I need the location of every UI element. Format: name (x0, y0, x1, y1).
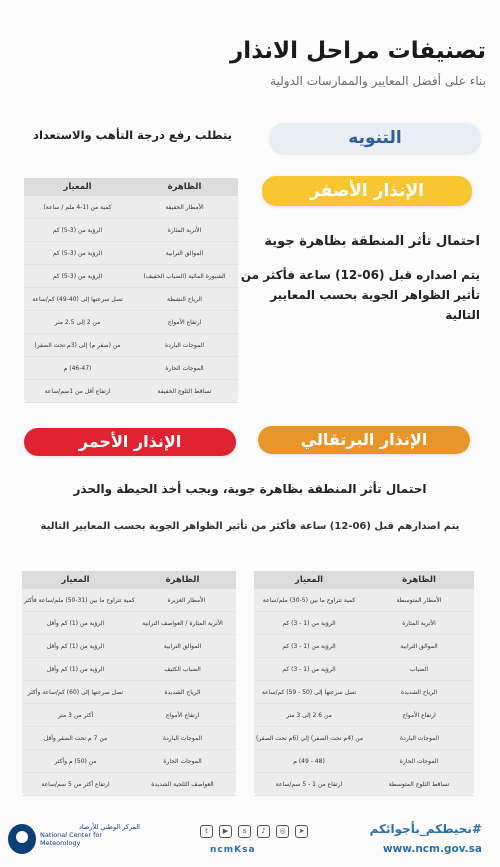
table-row (254, 727, 474, 750)
social-icons (200, 825, 308, 838)
criterion-cell: (48 - 49) م (293, 757, 325, 765)
phenomenon-cell: الضباب (410, 665, 428, 673)
criterion-cell: الرؤية من (1 - 3) كم (282, 642, 336, 650)
phenomenon-cell: الضباب الكثيف (164, 665, 201, 673)
table-row (24, 265, 238, 288)
phenomenon-cell: الرياح النشطة (167, 295, 202, 303)
instagram-icon[interactable]: ◎ (276, 825, 289, 838)
criterion-cell: الرؤية من (1) كم وأقل (46, 619, 105, 627)
table-row (22, 681, 236, 704)
table-row (254, 635, 474, 658)
phenomenon-cell: الأتربة المثارة (167, 226, 202, 234)
red-level-badge: الإنذار الأحمر (24, 428, 236, 456)
page-subtitle: بناء على أفضل المعايير والممارسات الدولية (270, 74, 486, 88)
table-row (24, 219, 238, 242)
criterion-cell: ارتفاع من 1 - 5 سم/ساعة (275, 780, 343, 788)
hashtag-text: #نحيطكم_بأجوائكم (369, 822, 482, 836)
page-title: تصنيفات مراحل الانذار (230, 38, 486, 64)
phenomenon-cell: الموجات الحارة (165, 364, 204, 372)
criterion-cell: من (50) م وأكثر (54, 757, 97, 765)
criterion-cell: كمية تتراوح ما بين (5-30) ملم/ساعة (262, 596, 356, 604)
org-name-ar: المركز الوطني للأرصاد (78, 823, 140, 831)
criterion-cell: من 2.6 إلى 3 متر (286, 711, 332, 719)
table-row (254, 704, 474, 727)
orange-level-badge: الإنذار البرتقالي (258, 426, 470, 454)
table-row (24, 242, 238, 265)
phenomenon-cell: الموالق الترابية (165, 249, 204, 257)
org-name (40, 823, 140, 847)
phenomenon-cell: الموجات الحارة (163, 757, 202, 765)
phenomenon-cell: الشبورة المائية (الضباب الخفيف) (143, 272, 226, 280)
criterion-cell: الرؤية من (3-5) كم (52, 226, 103, 234)
website-link[interactable]: www.ncm.gov.sa (382, 843, 482, 855)
phenomenon-cell: الموجات الحارة (399, 757, 439, 765)
header-criterion: المعيار (63, 182, 92, 192)
criterion-cell: الرؤية من (1) كم وأقل (46, 642, 105, 650)
criterion-cell: تصل سرعتها إلى (50 - 59) كم/ساعة (261, 688, 357, 696)
phenomenon-cell: الموالق الترابية (163, 642, 202, 650)
criterion-cell: من 2 إلى 2.5 متر (54, 318, 101, 326)
table-row (24, 196, 238, 219)
snapchat-icon[interactable]: s (238, 825, 251, 838)
table-header (254, 571, 474, 589)
phenomenon-cell: الموجات الباردة (162, 734, 202, 742)
ncm-logo (8, 824, 36, 854)
table-row (24, 380, 238, 403)
phenomenon-cell: الموجات الباردة (400, 734, 440, 742)
table-row (24, 288, 238, 311)
yellow-level-body: يتم اصداره قبل (06-12) ساعة فأكثر من تأثير الظواهر الجوية بحسب المعايير التالية (240, 268, 480, 322)
criterion-cell: الرؤية من (1 - 3) كم (282, 665, 336, 673)
table-row (254, 681, 474, 704)
header-phenomenon: الظاهرة (167, 182, 202, 192)
header-phenomenon: الظاهرة (402, 575, 436, 585)
phenomenon-cell: الموالق الترابية (400, 642, 438, 650)
table-row (24, 334, 238, 357)
table-row (254, 589, 474, 612)
table-row (254, 773, 474, 796)
table-row (22, 727, 236, 750)
social-handle: ncmKsa (210, 845, 256, 855)
criterion-cell: تصل سرعتها إلى (40-49) كم/ساعة (32, 295, 123, 303)
shared-heading: احتمال تأثر المنطقة بظاهرة جوية، ويجب أخذ الحيطة والحذر (73, 482, 427, 496)
blue-level-note: يتطلب رفع درجة التأهب والاستعداد (33, 128, 232, 142)
phenomenon-cell: ارتفاع الأمواج (402, 711, 436, 719)
header-criterion: المعيار (294, 575, 324, 585)
table-row (22, 704, 236, 727)
table-row (254, 658, 474, 681)
yellow-level-badge: الإنذار الأصفر (262, 176, 472, 206)
table-row (22, 612, 236, 635)
table-row (22, 773, 236, 796)
table-row (22, 589, 236, 612)
criterion-cell: الرؤية من (1) كم وأقل (46, 665, 105, 673)
table-row (24, 311, 238, 334)
phenomenon-cell: الأتربة المثارة / العواصف الترابية (142, 619, 223, 627)
telegram-icon[interactable]: ➤ (295, 825, 308, 838)
phenomenon-cell: العواصف الثلجية الشديدة (151, 780, 214, 788)
criterion-cell: ارتفاع أكثر من 5 سم/ساعة (41, 780, 110, 788)
phenomenon-cell: الأتربة المثارة (402, 619, 436, 627)
criterion-cell: من (4م تحت الصفر) إلى (6م تحت الصفر) (256, 734, 364, 742)
criterion-cell: كمية تتراوح ما بين (31-50) ملم/ساعة فأكثر (24, 596, 135, 604)
criterion-cell: أكثر من 3 متر (57, 711, 94, 719)
shared-body: يتم اصدارهم قبل (06-12) ساعة فأكثر من تأثير الظواهر الجوية بحسب المعايير التالية (40, 521, 460, 532)
table-row (22, 635, 236, 658)
criterion-cell: الرؤية من (3-5) كم (52, 249, 103, 257)
criterion-cell: من 7 م تحت الصفر وأقل (43, 734, 108, 742)
phenomenon-cell: الأمطار المتوسطة (396, 596, 442, 604)
criterion-cell: (46-47) م (63, 364, 92, 372)
org-name-en: National Center for Meteorology (40, 831, 103, 847)
phenomenon-cell: الموجات الباردة (164, 341, 204, 349)
criterion-cell: كمية من (1-4 ملم / ساعة) (43, 203, 112, 211)
blue-level-badge: التنويه (270, 123, 480, 153)
phenomenon-cell: الأمطار الخفيفة (165, 203, 204, 211)
header-phenomenon: الظاهرة (165, 575, 200, 585)
criterion-cell: من (صفر م) إلى (3م تحت الصفر) (34, 341, 121, 349)
table-row (22, 750, 236, 773)
table-row (254, 612, 474, 635)
criterion-cell: تصل سرعتها إلى (60) كم/ساعة وأكثر (27, 688, 124, 696)
criterion-cell: الرؤية من (3-5) كم (52, 272, 103, 280)
soundcloud-icon[interactable]: ♪ (257, 825, 270, 838)
table-row (22, 658, 236, 681)
table-header (24, 178, 238, 196)
youtube-icon[interactable]: ▶ (219, 825, 232, 838)
yellow-level-heading: احتمال تأثر المنطقة بظاهرة جوية (264, 234, 480, 249)
table-row (24, 357, 238, 380)
table-header (22, 571, 236, 589)
red-criteria-table (22, 571, 236, 796)
phenomenon-cell: الرياح الشديدة (400, 688, 438, 696)
orange-criteria-table (254, 571, 474, 796)
phenomenon-cell: تساقط الثلوج المتوسطة (388, 780, 450, 788)
twitter-icon[interactable]: t (200, 825, 213, 838)
phenomenon-cell: الرياح الشديدة (164, 688, 201, 696)
criterion-cell: الرؤية من (1 - 3) كم (282, 619, 336, 627)
phenomenon-cell: ارتفاع الأمواج (167, 318, 202, 326)
phenomenon-cell: ارتفاع الأمواج (165, 711, 200, 719)
table-row (254, 750, 474, 773)
phenomenon-cell: تساقط الثلوج الخفيفة (157, 387, 212, 395)
header-criterion: المعيار (61, 575, 90, 585)
criterion-cell: ارتفاع أقل من 1سم/ساعة (44, 387, 111, 395)
blue-criteria-table (24, 178, 238, 403)
phenomenon-cell: الأمطار الغزيرة (167, 596, 206, 604)
